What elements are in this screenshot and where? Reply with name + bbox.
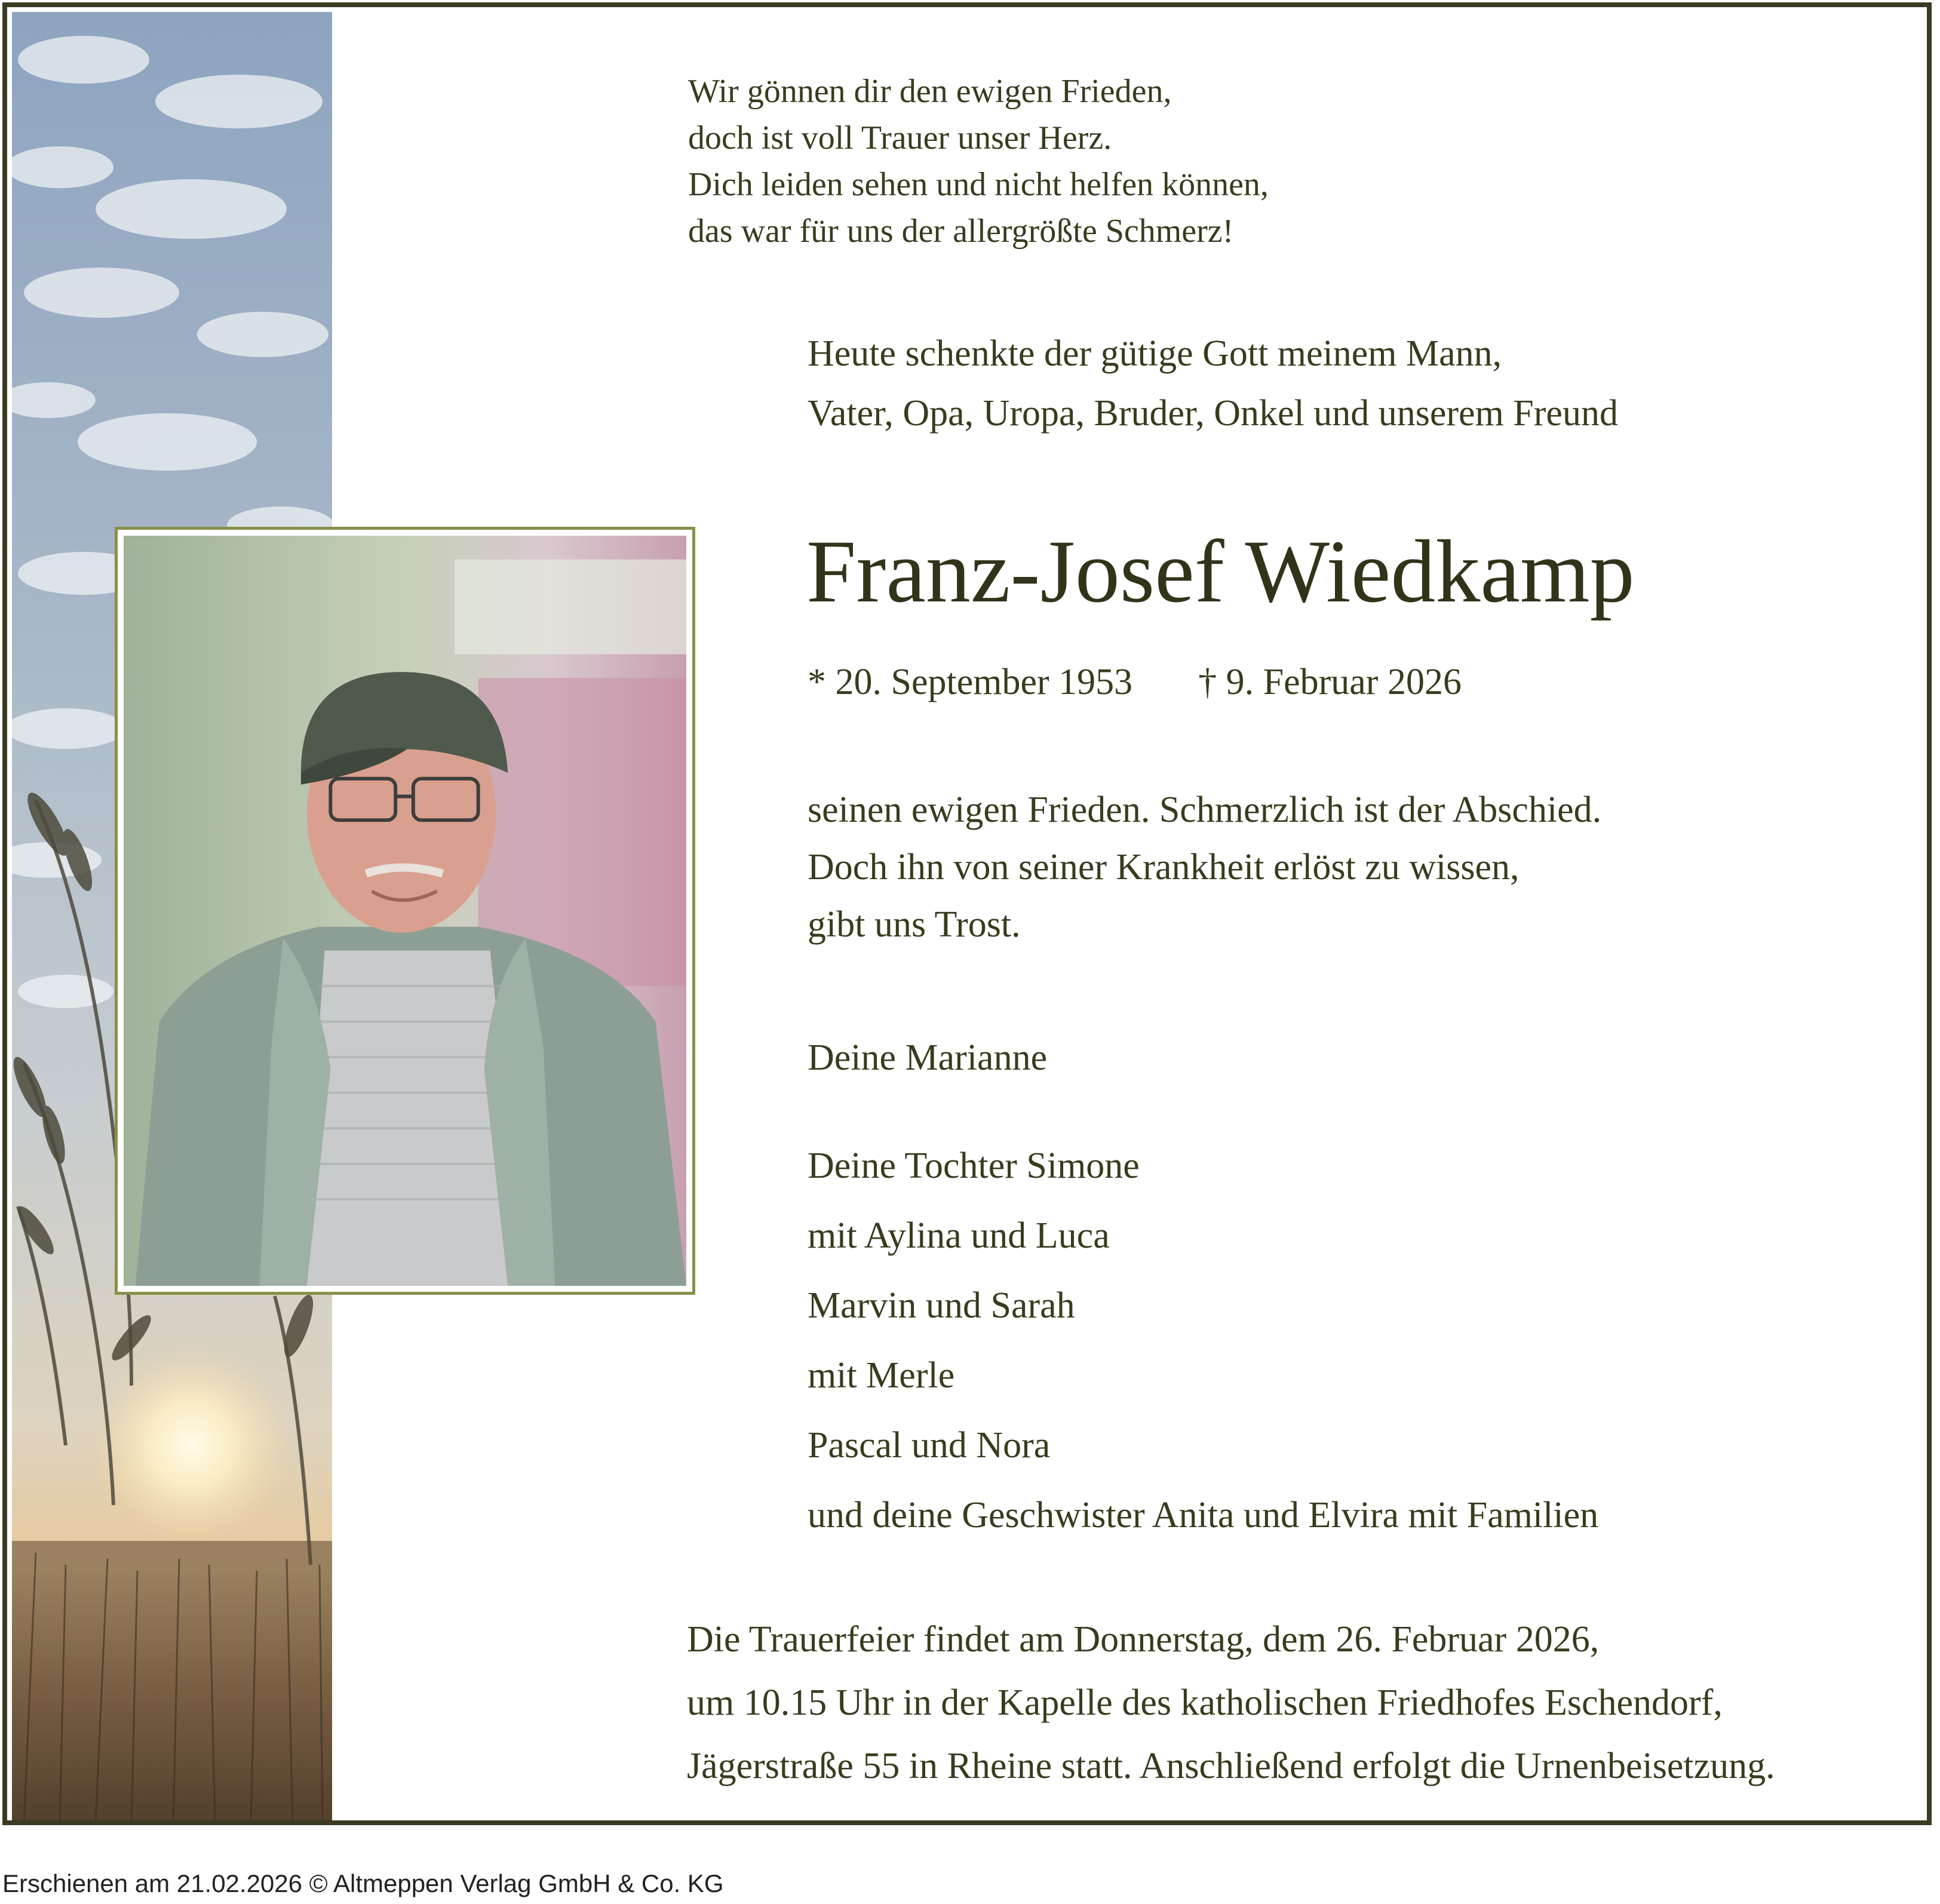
- ceremony-line: um 10.15 Uhr in der Kapelle des katholischen Friedhofes Eschendorf,: [687, 1682, 1723, 1723]
- poem-line: Dich leiden sehen und nicht helfen können,: [688, 166, 1269, 203]
- mourner-family-item: mit Merle: [808, 1355, 955, 1396]
- mourner-family-item: Marvin und Sarah: [808, 1285, 1075, 1326]
- message-line: Doch ihn von seiner Krankheit erlöst zu wissen,: [808, 847, 1520, 887]
- mourner-family-item: Deine Tochter Simone: [808, 1146, 1140, 1186]
- poem-line: Wir gönnen dir den ewigen Frieden,: [688, 73, 1172, 110]
- ceremony-block: [687, 1608, 1775, 1798]
- poem-line: doch ist voll Trauer unser Herz.: [688, 119, 1112, 156]
- mourner-spouse: Deine Marianne: [808, 1037, 1048, 1078]
- ceremony-line: Die Trauerfeier findet am Donnerstag, dem 26. Februar 2026,: [687, 1619, 1600, 1660]
- mourner-family-list: [808, 1131, 1598, 1550]
- obituary-card: [2, 2, 1932, 1825]
- message-line: gibt uns Trost.: [808, 904, 1021, 945]
- poem-block: [688, 68, 1269, 254]
- portrait-photo-frame: [115, 527, 695, 1295]
- mourner-family-item: und deine Geschwister Anita und Elvira mit Familien: [808, 1495, 1599, 1536]
- birth-date: * 20. September 1953: [808, 662, 1133, 702]
- publication-footer: Erschienen am 21.02.2026 © Altmeppen Verlag GmbH & Co. KG: [2, 1869, 724, 1897]
- life-dates: [808, 658, 1462, 706]
- message-block: [808, 781, 1601, 953]
- intro-line: Vater, Opa, Uropa, Bruder, Onkel und unserem Freund: [808, 393, 1618, 434]
- mourner-family-item: Pascal und Nora: [808, 1425, 1051, 1466]
- death-date: † 9. Februar 2026: [1198, 662, 1462, 702]
- portrait-photo: [124, 536, 686, 1286]
- intro-line: Heute schenkte der gütige Gott meinem Mann,: [808, 333, 1502, 374]
- message-line: seinen ewigen Frieden. Schmerzlich ist der Abschied.: [808, 790, 1602, 830]
- ceremony-line: Jägerstraße 55 in Rheine statt. Anschließend erfolgt die Urnenbeisetzung.: [687, 1746, 1775, 1786]
- mourner-family-item: mit Aylina und Luca: [808, 1215, 1110, 1256]
- deceased-name: Franz-Josef Wiedkamp: [806, 522, 1635, 621]
- intro-block: [808, 324, 1618, 443]
- poem-line: das war für uns der allergrößte Schmerz!: [688, 213, 1234, 250]
